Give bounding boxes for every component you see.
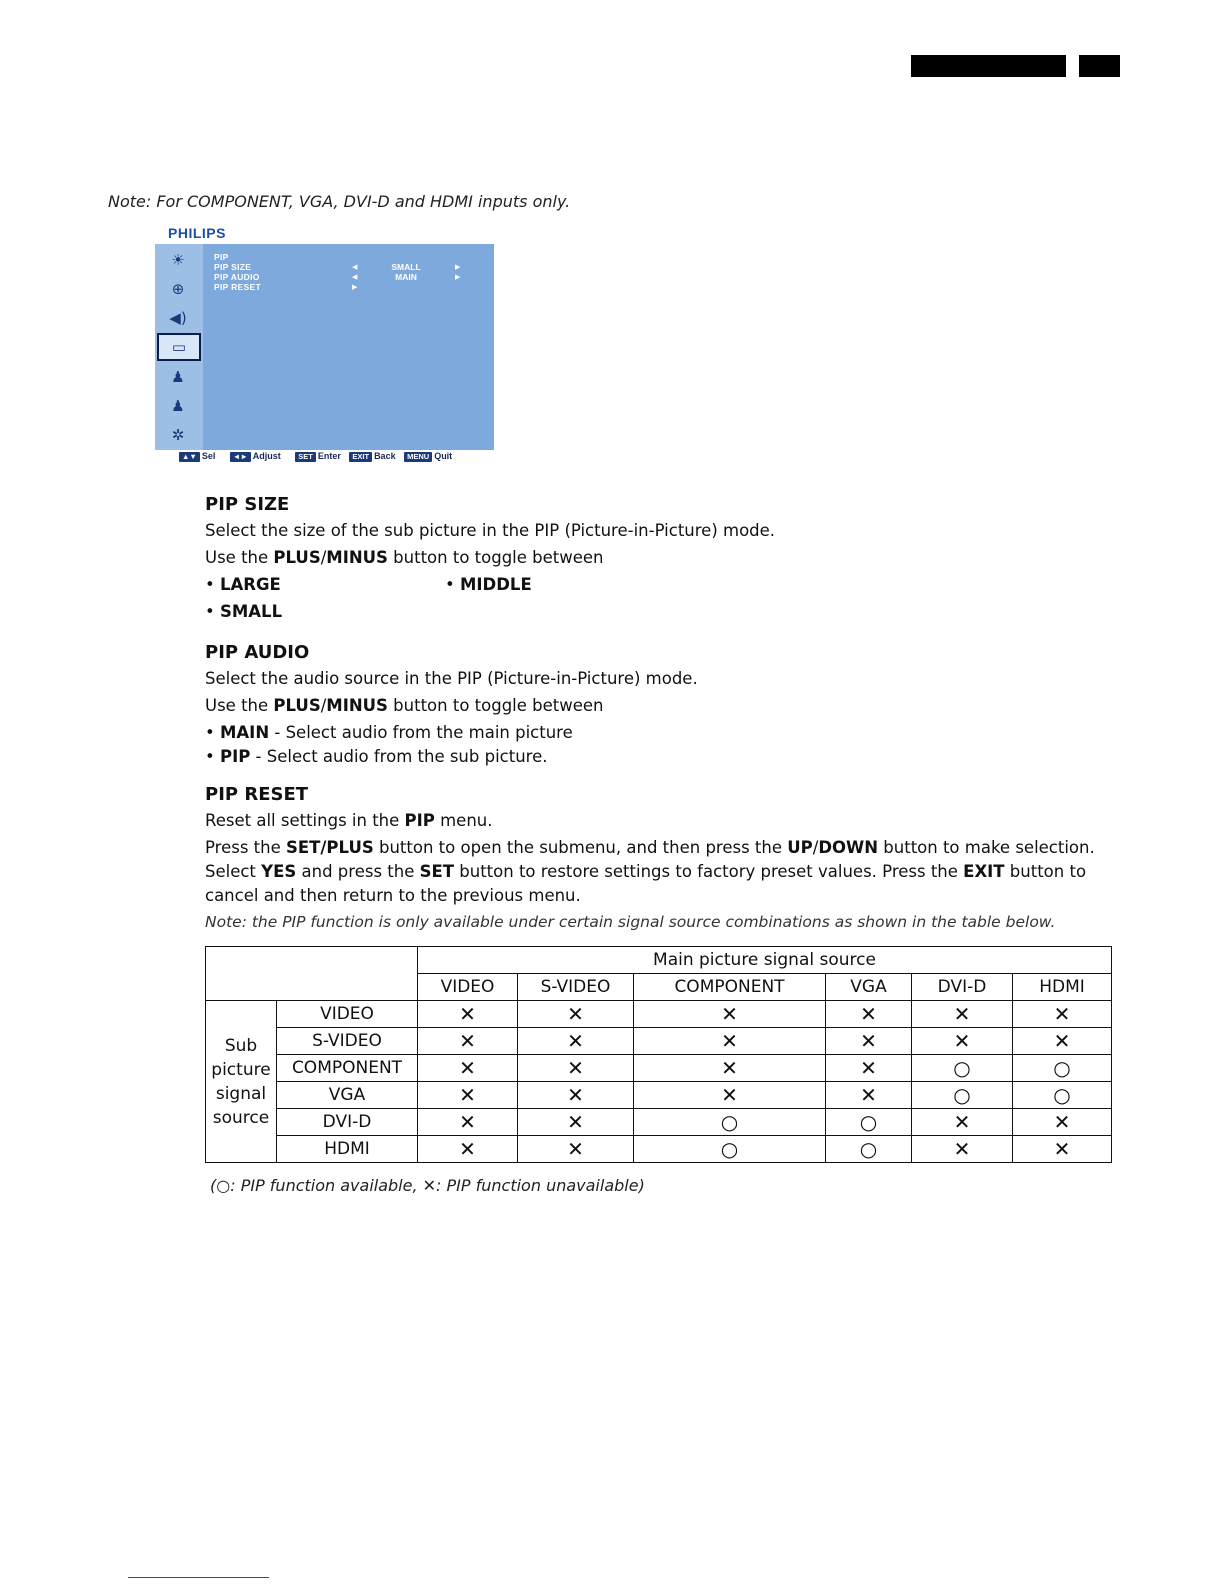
- exit-label: EXIT: [963, 862, 1005, 881]
- option-small: SMALL: [219, 602, 283, 621]
- input-note: Note: For COMPONENT, VGA, DVI-D and HDMI inputs only.: [108, 192, 571, 211]
- picture-icon[interactable]: ☀: [171, 251, 185, 269]
- text: button to open the submenu, and then press the: [373, 838, 788, 857]
- osd-panel: [155, 244, 494, 450]
- config1-icon[interactable]: ♟: [171, 368, 185, 386]
- up-label: UP: [787, 838, 813, 857]
- pip-size-heading: PIP SIZE: [205, 494, 290, 515]
- pip-size-desc: Select the size of the sub picture in the PIP (Picture-in-Picture) mode.: [205, 521, 776, 540]
- footer-label-quit: Quit: [434, 451, 453, 461]
- text: - Select audio from the sub picture.: [250, 747, 548, 766]
- table-cell: ○: [634, 1136, 826, 1163]
- table-legend: [210, 1176, 645, 1195]
- table-note: Note: the PIP function is only available under certain signal source combinations as shown in the table below.: [205, 913, 1056, 931]
- option-large: LARGE: [219, 575, 281, 594]
- right-arrow-icon[interactable]: ▶: [352, 283, 358, 291]
- table-cell: ✕: [518, 1055, 634, 1082]
- table-cell: ○: [1013, 1055, 1112, 1082]
- text: button to cancel and then return to the previous menu.: [205, 862, 1087, 905]
- table-cell: ○: [826, 1109, 912, 1136]
- table-cell: ✕: [634, 1028, 826, 1055]
- left-arrow-icon[interactable]: ◀: [352, 263, 358, 271]
- table-cell: ✕: [634, 1001, 826, 1028]
- text: Reset all settings in the: [205, 811, 405, 830]
- table-cell: ✕: [1013, 1028, 1112, 1055]
- col-header: S-VIDEO: [518, 974, 634, 1001]
- pip-reset-instruction: [205, 836, 1115, 908]
- footer-label-sel: Sel: [201, 451, 216, 461]
- main-source-header: Main picture signal source: [418, 947, 1112, 974]
- table-cell: ✕: [518, 1082, 634, 1109]
- plus-label: PLUS: [273, 696, 321, 715]
- table-cell: ✕: [912, 1136, 1013, 1163]
- pip-reset-section: [205, 783, 1115, 934]
- speaker-icon[interactable]: ◀): [169, 309, 187, 327]
- col-header: DVI-D: [912, 974, 1013, 1001]
- footer-label-enter: Enter: [317, 451, 341, 461]
- option-main-line: • MAIN - Select audio from the main picture: [205, 723, 573, 742]
- advanced-icon[interactable]: ✲: [171, 426, 185, 444]
- yes-label: YES: [261, 862, 297, 881]
- table-cell: ✕: [826, 1028, 912, 1055]
- table-cell: ✕: [826, 1001, 912, 1028]
- menu-key: MENU: [404, 452, 432, 462]
- text: button to toggle between: [387, 696, 604, 715]
- text: Use the: [205, 548, 274, 567]
- table-cell: ✕: [912, 1028, 1013, 1055]
- row-header: VGA: [277, 1082, 418, 1109]
- text: /: [812, 838, 819, 857]
- row-header: DVI-D: [277, 1109, 418, 1136]
- row-header: VIDEO: [277, 1001, 418, 1028]
- osd-footer: [179, 451, 464, 462]
- table-cell: ○: [1013, 1082, 1112, 1109]
- config2-icon[interactable]: ♟: [171, 397, 185, 415]
- pip-icon[interactable]: ▭: [157, 333, 201, 361]
- pip-reset-desc: [205, 809, 1115, 833]
- osd-menu-title: PIP: [214, 252, 229, 262]
- circle-icon: ○: [216, 1176, 231, 1195]
- plus-label: PLUS: [273, 548, 321, 567]
- table-cell: ✕: [518, 1109, 634, 1136]
- table-cell: ✕: [634, 1055, 826, 1082]
- table-cell: ✕: [518, 1136, 634, 1163]
- osd-row-pip-audio[interactable]: PIP AUDIO: [214, 272, 260, 282]
- right-arrow-icon[interactable]: ▶: [455, 263, 461, 271]
- option-main: MAIN: [219, 723, 270, 742]
- text: menu.: [434, 811, 493, 830]
- text: button to make selection. Select: [205, 838, 1095, 881]
- text: - Select audio from the main picture: [269, 723, 573, 742]
- pip-compatibility-table: [205, 946, 1112, 1163]
- col-header: HDMI: [1013, 974, 1112, 1001]
- text: Use the: [205, 696, 274, 715]
- table-cell: ✕: [418, 1055, 518, 1082]
- table-cell: ✕: [518, 1001, 634, 1028]
- table-cell: ✕: [518, 1028, 634, 1055]
- table-cell: ○: [912, 1055, 1013, 1082]
- table-cell: ✕: [418, 1001, 518, 1028]
- text: button to toggle between: [387, 548, 604, 567]
- pip-audio-desc: Select the audio source in the PIP (Picture-in-Picture) mode.: [205, 669, 698, 688]
- col-header: COMPONENT: [634, 974, 826, 1001]
- text: /: [320, 548, 327, 567]
- set-plus-label: SET/PLUS: [286, 838, 374, 857]
- pip-size-options-row: • LARGE • MIDDLE: [205, 575, 532, 594]
- set-key: SET: [295, 452, 316, 462]
- text: (: [210, 1176, 217, 1195]
- cross-icon: ✕: [422, 1176, 437, 1195]
- table-cell: ✕: [634, 1082, 826, 1109]
- pip-audio-heading: PIP AUDIO: [205, 642, 310, 663]
- exit-key: EXIT: [349, 452, 372, 462]
- row-header: HDMI: [277, 1136, 418, 1163]
- set-label: SET: [419, 862, 455, 881]
- table-cell: ✕: [1013, 1109, 1112, 1136]
- osd-row-pip-size[interactable]: PIP SIZE: [214, 262, 252, 272]
- osd-value-pip-audio: MAIN: [395, 272, 417, 282]
- page-number-bar: [1079, 55, 1120, 77]
- option-middle: MIDDLE: [459, 575, 532, 594]
- table-cell: ✕: [418, 1028, 518, 1055]
- table-cell: ✕: [418, 1082, 518, 1109]
- table-cell: ○: [634, 1109, 826, 1136]
- col-header: VIDEO: [418, 974, 518, 1001]
- osd-row-pip-reset[interactable]: PIP RESET: [214, 282, 261, 292]
- pip-label: PIP: [404, 811, 435, 830]
- table-cell: ✕: [418, 1136, 518, 1163]
- pip-audio-instruction: [205, 694, 1115, 718]
- table-cell: ✕: [912, 1109, 1013, 1136]
- table-cell: ✕: [826, 1082, 912, 1109]
- left-arrow-icon[interactable]: ◀: [352, 273, 358, 281]
- footer-label-back: Back: [374, 451, 396, 461]
- table-cell: ○: [826, 1136, 912, 1163]
- table-cell: ✕: [1013, 1136, 1112, 1163]
- text: button to restore settings to factory preset values. Press the: [454, 862, 964, 881]
- text: /: [320, 696, 327, 715]
- pip-size-instruction: [205, 546, 1115, 570]
- footer-label-adjust: Adjust: [252, 451, 281, 461]
- table-cell: ○: [912, 1082, 1013, 1109]
- table-cell: ✕: [418, 1109, 518, 1136]
- osd-sidebar: [155, 244, 203, 450]
- right-arrow-icon[interactable]: ▶: [455, 273, 461, 281]
- pip-reset-heading: PIP RESET: [205, 784, 309, 805]
- option-pip-line: • PIP - Select audio from the sub picture.: [205, 747, 548, 766]
- header-bar: [911, 55, 1066, 77]
- text: and press the: [296, 862, 420, 881]
- minus-label: MINUS: [326, 548, 388, 567]
- down-label: DOWN: [818, 838, 879, 857]
- screen-icon[interactable]: ⊕: [171, 280, 185, 298]
- footer-link-line: [128, 1577, 269, 1578]
- text: : PIP function unavailable): [436, 1176, 645, 1195]
- table-corner-cell: [206, 947, 418, 1001]
- table-cell: ✕: [912, 1001, 1013, 1028]
- philips-logo: PHILIPS: [168, 225, 226, 241]
- up-down-key-icon: ▲▼: [179, 452, 200, 462]
- row-header: COMPONENT: [277, 1055, 418, 1082]
- col-header: VGA: [826, 974, 912, 1001]
- table-cell: ✕: [826, 1055, 912, 1082]
- pip-audio-section: [205, 641, 1115, 769]
- text: : PIP function available,: [230, 1176, 423, 1195]
- left-right-key-icon: ◄►: [230, 452, 251, 462]
- table-cell: ✕: [1013, 1001, 1112, 1028]
- pip-size-section: PIP SIZE Select the size of the sub picture in the PIP (Picture-in-Picture) mode. Use the PLUS/MINUS button to toggle between • LARGE • MIDDLE • SMALL: [205, 493, 1115, 624]
- text: Press the: [205, 838, 286, 857]
- option-pip: PIP: [219, 747, 251, 766]
- sub-source-header: Sub picture signal source: [206, 1001, 277, 1163]
- minus-label: MINUS: [326, 696, 388, 715]
- osd-value-pip-size: SMALL: [391, 262, 421, 272]
- row-header: S-VIDEO: [277, 1028, 418, 1055]
